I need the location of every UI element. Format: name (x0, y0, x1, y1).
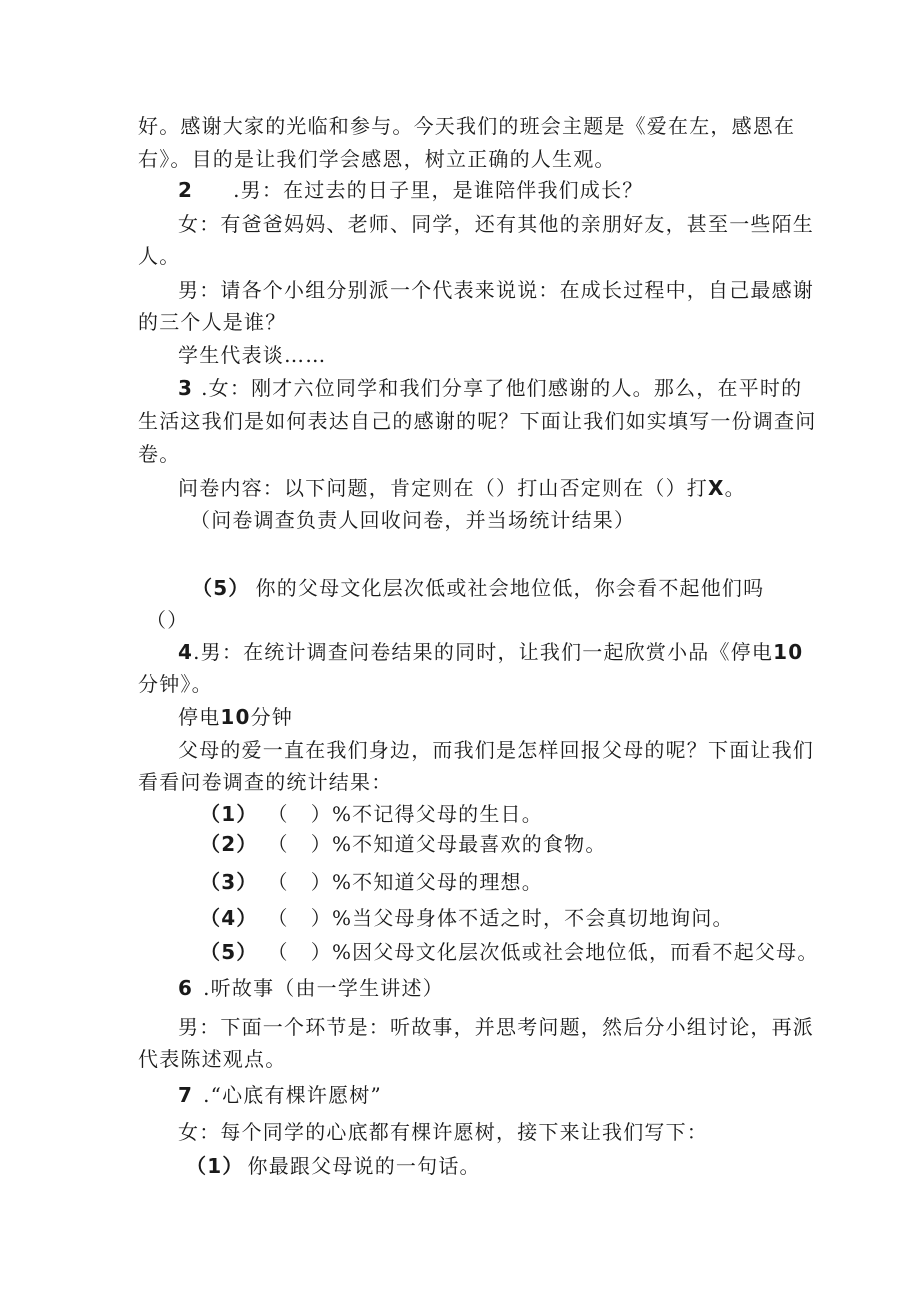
male-line-1 (178, 276, 814, 304)
text: .听故事（由一学生讲述） (203, 976, 444, 1000)
love-line-1 (178, 736, 814, 764)
text: 问卷内容：以下问题，肯定则在（）打山否定则在（）打 (178, 476, 708, 500)
text: 卷。 (138, 442, 181, 466)
item-number: （3） (200, 870, 258, 894)
text: .男：在过去的日子里，是谁陪伴我们成长？ (233, 178, 644, 202)
text: 生活这我们是如何表达自己的感谢的呢？下面让我们如实填写一份调查问 (138, 409, 817, 433)
text: .“心底有棵许愿树” (203, 1083, 382, 1107)
result-item (200, 830, 607, 858)
text: 。 (724, 476, 746, 500)
section-3-line-3 (138, 440, 180, 468)
love-line-2 (138, 768, 392, 796)
male-line-2 (138, 308, 286, 336)
text: 分钟》。 (138, 672, 213, 696)
section-number: 3 (178, 376, 194, 400)
section-4-heading (178, 638, 803, 666)
text: ） (310, 870, 332, 894)
section-7-heading (178, 1081, 382, 1109)
intro-line-2 (138, 145, 616, 173)
text: （问卷调查负责人回收问卷，并当场统计结果） (190, 508, 636, 532)
x-mark: X (708, 476, 725, 500)
result-item (200, 868, 543, 896)
text: 女：有爸爸妈妈、老师、同学，还有其他的亲朋好友，甚至一些陌生 (178, 212, 814, 236)
section-3-line-2 (138, 407, 816, 435)
question-item-5-paren (146, 606, 188, 634)
item-number: （4） (200, 906, 258, 930)
text: （ (267, 802, 289, 826)
text: （ (267, 906, 289, 930)
section-4-line-2 (138, 670, 213, 698)
student-talk (178, 341, 326, 369)
female-line-2 (138, 242, 180, 270)
section-6-heading (178, 974, 444, 1002)
text: （） (146, 608, 189, 632)
text: 你的父母文化层次低或社会地位低，你会看不起他们吗 (255, 576, 765, 600)
section-2-heading (178, 176, 643, 204)
text: 分钟 (250, 705, 294, 729)
wish-item-1 (186, 1152, 481, 1180)
text: ） (310, 906, 332, 930)
text: %当父母身体不适之时，不会真切地询问。 (331, 906, 734, 930)
intro-line-1 (138, 112, 795, 140)
question-item-5 (192, 574, 764, 602)
item-number: （5） (192, 576, 250, 600)
text: 停电 (178, 705, 221, 729)
questionnaire-content (178, 474, 746, 502)
text: 10 (220, 705, 251, 729)
result-item (200, 904, 734, 932)
section-number: 7 (178, 1083, 194, 1107)
section-number: 2 (178, 178, 194, 202)
text: 看看问卷调查的统计结果： (138, 770, 393, 794)
text: %因父母文化层次低或社会地位低，而看不起父母。 (331, 940, 819, 964)
section-number: 4 (178, 640, 194, 664)
text: （ (267, 832, 289, 856)
text: 女：每个同学的心底都有棵许愿树，接下来让我们写下： (178, 1120, 708, 1144)
section-6-male-line-2 (138, 1045, 286, 1073)
text: 你最跟父母说的一句话。 (247, 1154, 481, 1178)
item-number: （1） (186, 1154, 244, 1178)
section-6-male-line-1 (178, 1013, 814, 1041)
text: 好。感谢大家的光临和参与。今天我们的班会主题是《爱在左，感恩在 (138, 114, 796, 138)
questionnaire-note (190, 506, 635, 534)
text: 男：下面一个环节是：听故事，并思考问题，然后分小组讨论，再派 (178, 1015, 814, 1039)
text: （ (267, 940, 289, 964)
text: 10 (773, 640, 804, 664)
item-number: （1） (200, 802, 258, 826)
text: %不知道父母的理想。 (331, 870, 543, 894)
text: 右》。目的是让我们学会感恩，树立正确的人生观。 (138, 147, 616, 171)
item-number: （5） (200, 940, 258, 964)
text: %不知道父母最喜欢的食物。 (331, 832, 607, 856)
text: .男：在统计调查问卷结果的同时，让我们一起欣赏小品《停电 (193, 640, 774, 664)
female-line-1 (178, 210, 814, 238)
text: 人。 (138, 244, 181, 268)
result-item (200, 800, 543, 828)
text: .女：刚才六位同学和我们分享了他们感谢的人。那么，在平时的 (201, 376, 803, 400)
text: 男：请各个小组分别派一个代表来说说：在成长过程中，自己最感谢 (178, 278, 814, 302)
text: 父母的爱一直在我们身边，而我们是怎样回报父母的呢？下面让我们 (178, 738, 814, 762)
result-item (200, 938, 819, 966)
text: 的三个人是谁？ (138, 310, 287, 334)
text: ） (310, 940, 332, 964)
text: ） (310, 832, 332, 856)
section-7-female-line (178, 1118, 708, 1146)
text: 学生代表谈…… (178, 343, 327, 367)
text: （ (267, 870, 289, 894)
text: ） (310, 802, 332, 826)
skit-title (178, 703, 293, 731)
section-number: 6 (178, 976, 194, 1000)
text: 代表陈述观点。 (138, 1047, 287, 1071)
text: %不记得父母的生日。 (331, 802, 543, 826)
section-3-heading (178, 374, 802, 402)
item-number: （2） (200, 832, 258, 856)
